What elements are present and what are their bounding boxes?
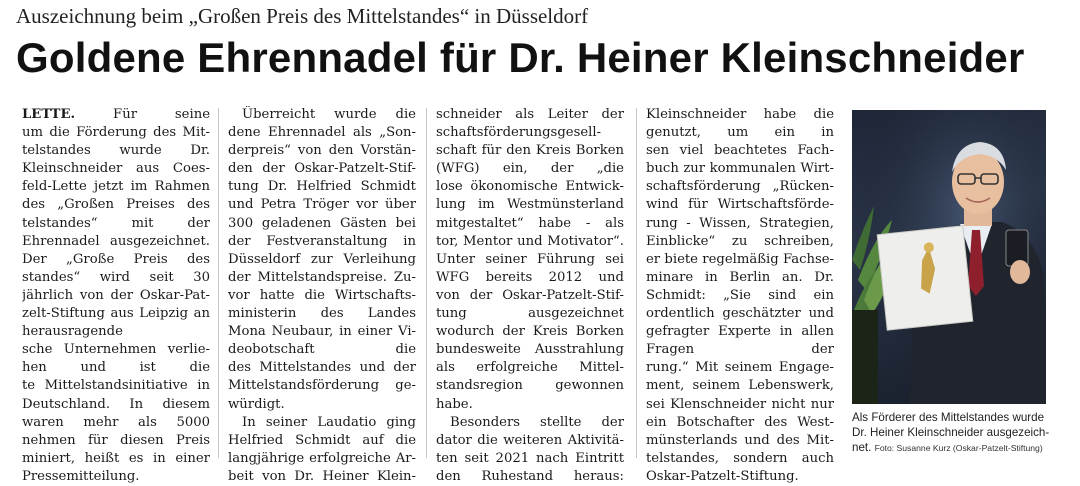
text-line: Unter seiner Führung sei	[436, 251, 624, 267]
caption-line	[852, 440, 1062, 456]
text-line: miniert, heißt es in einer	[22, 450, 210, 466]
photo-credit: Foto: Susanne Kurz (Oskar-Patzelt-Stiftung)	[874, 443, 1043, 454]
text-line: Besonders stellte der	[450, 414, 624, 430]
text-line: zelt-Stiftung aus Leipzig an	[22, 306, 210, 322]
text-line: schneider als Leiter der	[436, 107, 624, 122]
text-line: der Festveranstaltung in	[228, 233, 416, 249]
text-line: er biete regelmäßig Fachse-	[646, 251, 834, 267]
text-line: In seiner Laudatio ging	[242, 414, 416, 430]
article-column-2	[228, 106, 416, 486]
text-line: Der „Große Preis des	[22, 251, 210, 267]
text-line: Einblicke“ zu schreiben,	[646, 233, 834, 249]
text-line: münsterlands und des Mit-	[646, 432, 834, 448]
article-column-1	[22, 106, 210, 486]
text-line: langjährige erfolgreiche Ar-	[228, 450, 416, 466]
text-line: Schmidt: „Sie sind ein	[646, 287, 834, 303]
text-line: deobotschaft die	[228, 342, 416, 358]
text-line: ment, seinem Lebenswerk,	[646, 378, 834, 394]
text-line: Deutschland. In diesem	[22, 396, 210, 412]
text-line: ein Botschafter des West-	[646, 414, 834, 430]
article-photo	[852, 110, 1046, 404]
text-line: ministerin des Landes	[228, 306, 416, 322]
text-line: sen viel beachtetes Fach-	[646, 143, 834, 159]
text-line: tung ausgezeichnet	[436, 306, 624, 322]
text-line: buch zur kommunalen Wirt-	[646, 161, 834, 177]
article-column-4	[646, 106, 834, 486]
award-certificate-icon	[877, 226, 973, 330]
text-line: um die Förderung des Mit-	[22, 125, 210, 141]
text-line: lose ökonomische Entwick-	[436, 179, 624, 195]
text-line: und Petra Tröger vor über	[228, 197, 416, 213]
text-line: (WFG) ein, der „die	[436, 161, 624, 177]
text-line: habe.	[436, 396, 473, 412]
text-line: den der Oskar-Patzelt-Stif-	[228, 161, 416, 177]
photo-caption	[852, 410, 1062, 457]
text-line: schaftsförderungsgesell-	[436, 125, 602, 141]
text-line: standes“ wird seit 30	[22, 269, 210, 285]
text-line: würdigt.	[228, 396, 285, 412]
text-line: ordentlich geschätzter und	[646, 306, 834, 322]
text-line: Düsseldorf zur Verleihung	[228, 251, 416, 267]
text-line: Helfried Schmidt auf die	[228, 432, 416, 448]
text-line: Pressemitteilung.	[22, 468, 140, 484]
text-line: schaftsförderung „Rücken-	[646, 179, 834, 195]
text-line: rung.“ Mit seinem Engage-	[646, 360, 834, 376]
text-line: sei Klenschneider nicht nur	[646, 396, 834, 412]
text-line: telstandes“ mit der	[22, 215, 210, 231]
caption-line-text: net.	[852, 441, 872, 455]
text-line: waren mehr als 5000	[22, 414, 210, 430]
text-line: vor hatte die Wirtschafts-	[228, 287, 416, 303]
text-line: ten seit 2021 nach Eintritt	[436, 450, 624, 466]
caption-line: Dr. Heiner Kleinschneider ausgezeich-	[852, 426, 1050, 440]
dateline: LETTE.	[22, 107, 76, 122]
text-line: standsregion gewonnen	[436, 378, 624, 394]
text-line: der Mittelstandspreise. Zu-	[228, 269, 416, 285]
text-line: bundesweite Ausstrahlung	[436, 342, 624, 358]
text-line: te Mittelstandsinitiative in	[22, 378, 210, 394]
text-line: 300 geladenen Gästen bei	[228, 215, 416, 231]
article-column-3	[436, 106, 624, 486]
caption-line: Als Förderer des Mittelstandes wurde	[852, 411, 1045, 424]
text-line: tung Dr. Helfried Schmidt	[228, 179, 416, 195]
column-divider	[426, 108, 427, 458]
text-line-content: Für seine	[113, 107, 210, 122]
man-with-award-icon	[852, 110, 1046, 404]
text-line: Kleinschneider aus Coes-	[22, 161, 210, 177]
text-line: schaft für den Kreis Borken	[436, 143, 624, 159]
text-line: feld-Lette jetzt im Rahmen	[22, 179, 210, 195]
text-line: rung - Wissen, Strategien,	[646, 215, 834, 231]
text-line: tor, Mentor und Motivator“.	[436, 233, 624, 249]
text-line: Mittelstandsförderung ge-	[228, 378, 416, 394]
text-line: gefragter Experte in allen	[646, 324, 834, 340]
text-line: beit von Dr. Heiner Klein-	[228, 468, 416, 484]
text-line: telstandes, sondern auch	[646, 450, 834, 466]
text-line: dene Ehrennadel als „Son-	[228, 125, 416, 141]
text-line: mitgestaltet“ habe - als	[436, 215, 624, 231]
text-line: nehmen für diesen Preis	[22, 432, 210, 448]
text-line: Überreicht wurde die	[242, 107, 416, 122]
text-line: des Mittelstandes und der	[228, 360, 416, 376]
text-line: Ehrennadel ausgezeichnet.	[22, 233, 210, 249]
text-line	[22, 106, 210, 124]
text-line: als erfolgreiche Mittel-	[436, 360, 624, 376]
text-line: sche Unternehmen verlie-	[22, 342, 210, 358]
text-line: wind für Wirtschaftsförde-	[646, 197, 834, 213]
text-line: genutzt, um ein in	[646, 125, 834, 141]
text-line: Fragen der	[646, 342, 834, 358]
text-line: jährlich von der Oskar-Pat-	[22, 287, 210, 303]
text-line: herausragende	[22, 324, 123, 340]
text-line: derpreis“ von den Vorstän-	[228, 143, 416, 159]
text-line: minare in Berlin an. Dr.	[646, 269, 834, 285]
text-line: wodurch der Kreis Borken	[436, 324, 624, 340]
text-line: telstandes wurde Dr.	[22, 143, 210, 159]
text-line: Mona Neubaur, in einer Vi-	[228, 324, 416, 340]
text-line: WFG bereits 2012 und	[436, 269, 624, 285]
text-line: von der Oskar-Patzelt-Stif-	[436, 287, 624, 303]
text-line: Kleinschneider habe die	[646, 107, 834, 122]
text-line: den Ruhestand heraus:	[436, 468, 624, 484]
text-line: hen und ist die	[22, 360, 210, 376]
text-line: Oskar-Patzelt-Stiftung.	[646, 468, 799, 484]
text-line: dator die weiteren Aktivitä-	[436, 432, 624, 448]
column-divider	[218, 108, 219, 458]
article-kicker: Auszeichnung beim „Großen Preis des Mittelstandes“ in Düsseldorf	[16, 4, 589, 28]
column-divider	[636, 108, 637, 458]
text-line: des „Großen Preises des	[22, 197, 210, 213]
article-headline: Goldene Ehrennadel für Dr. Heiner Kleinschneider	[16, 34, 1025, 81]
text-line: lung im Westmünsterland	[436, 197, 624, 213]
